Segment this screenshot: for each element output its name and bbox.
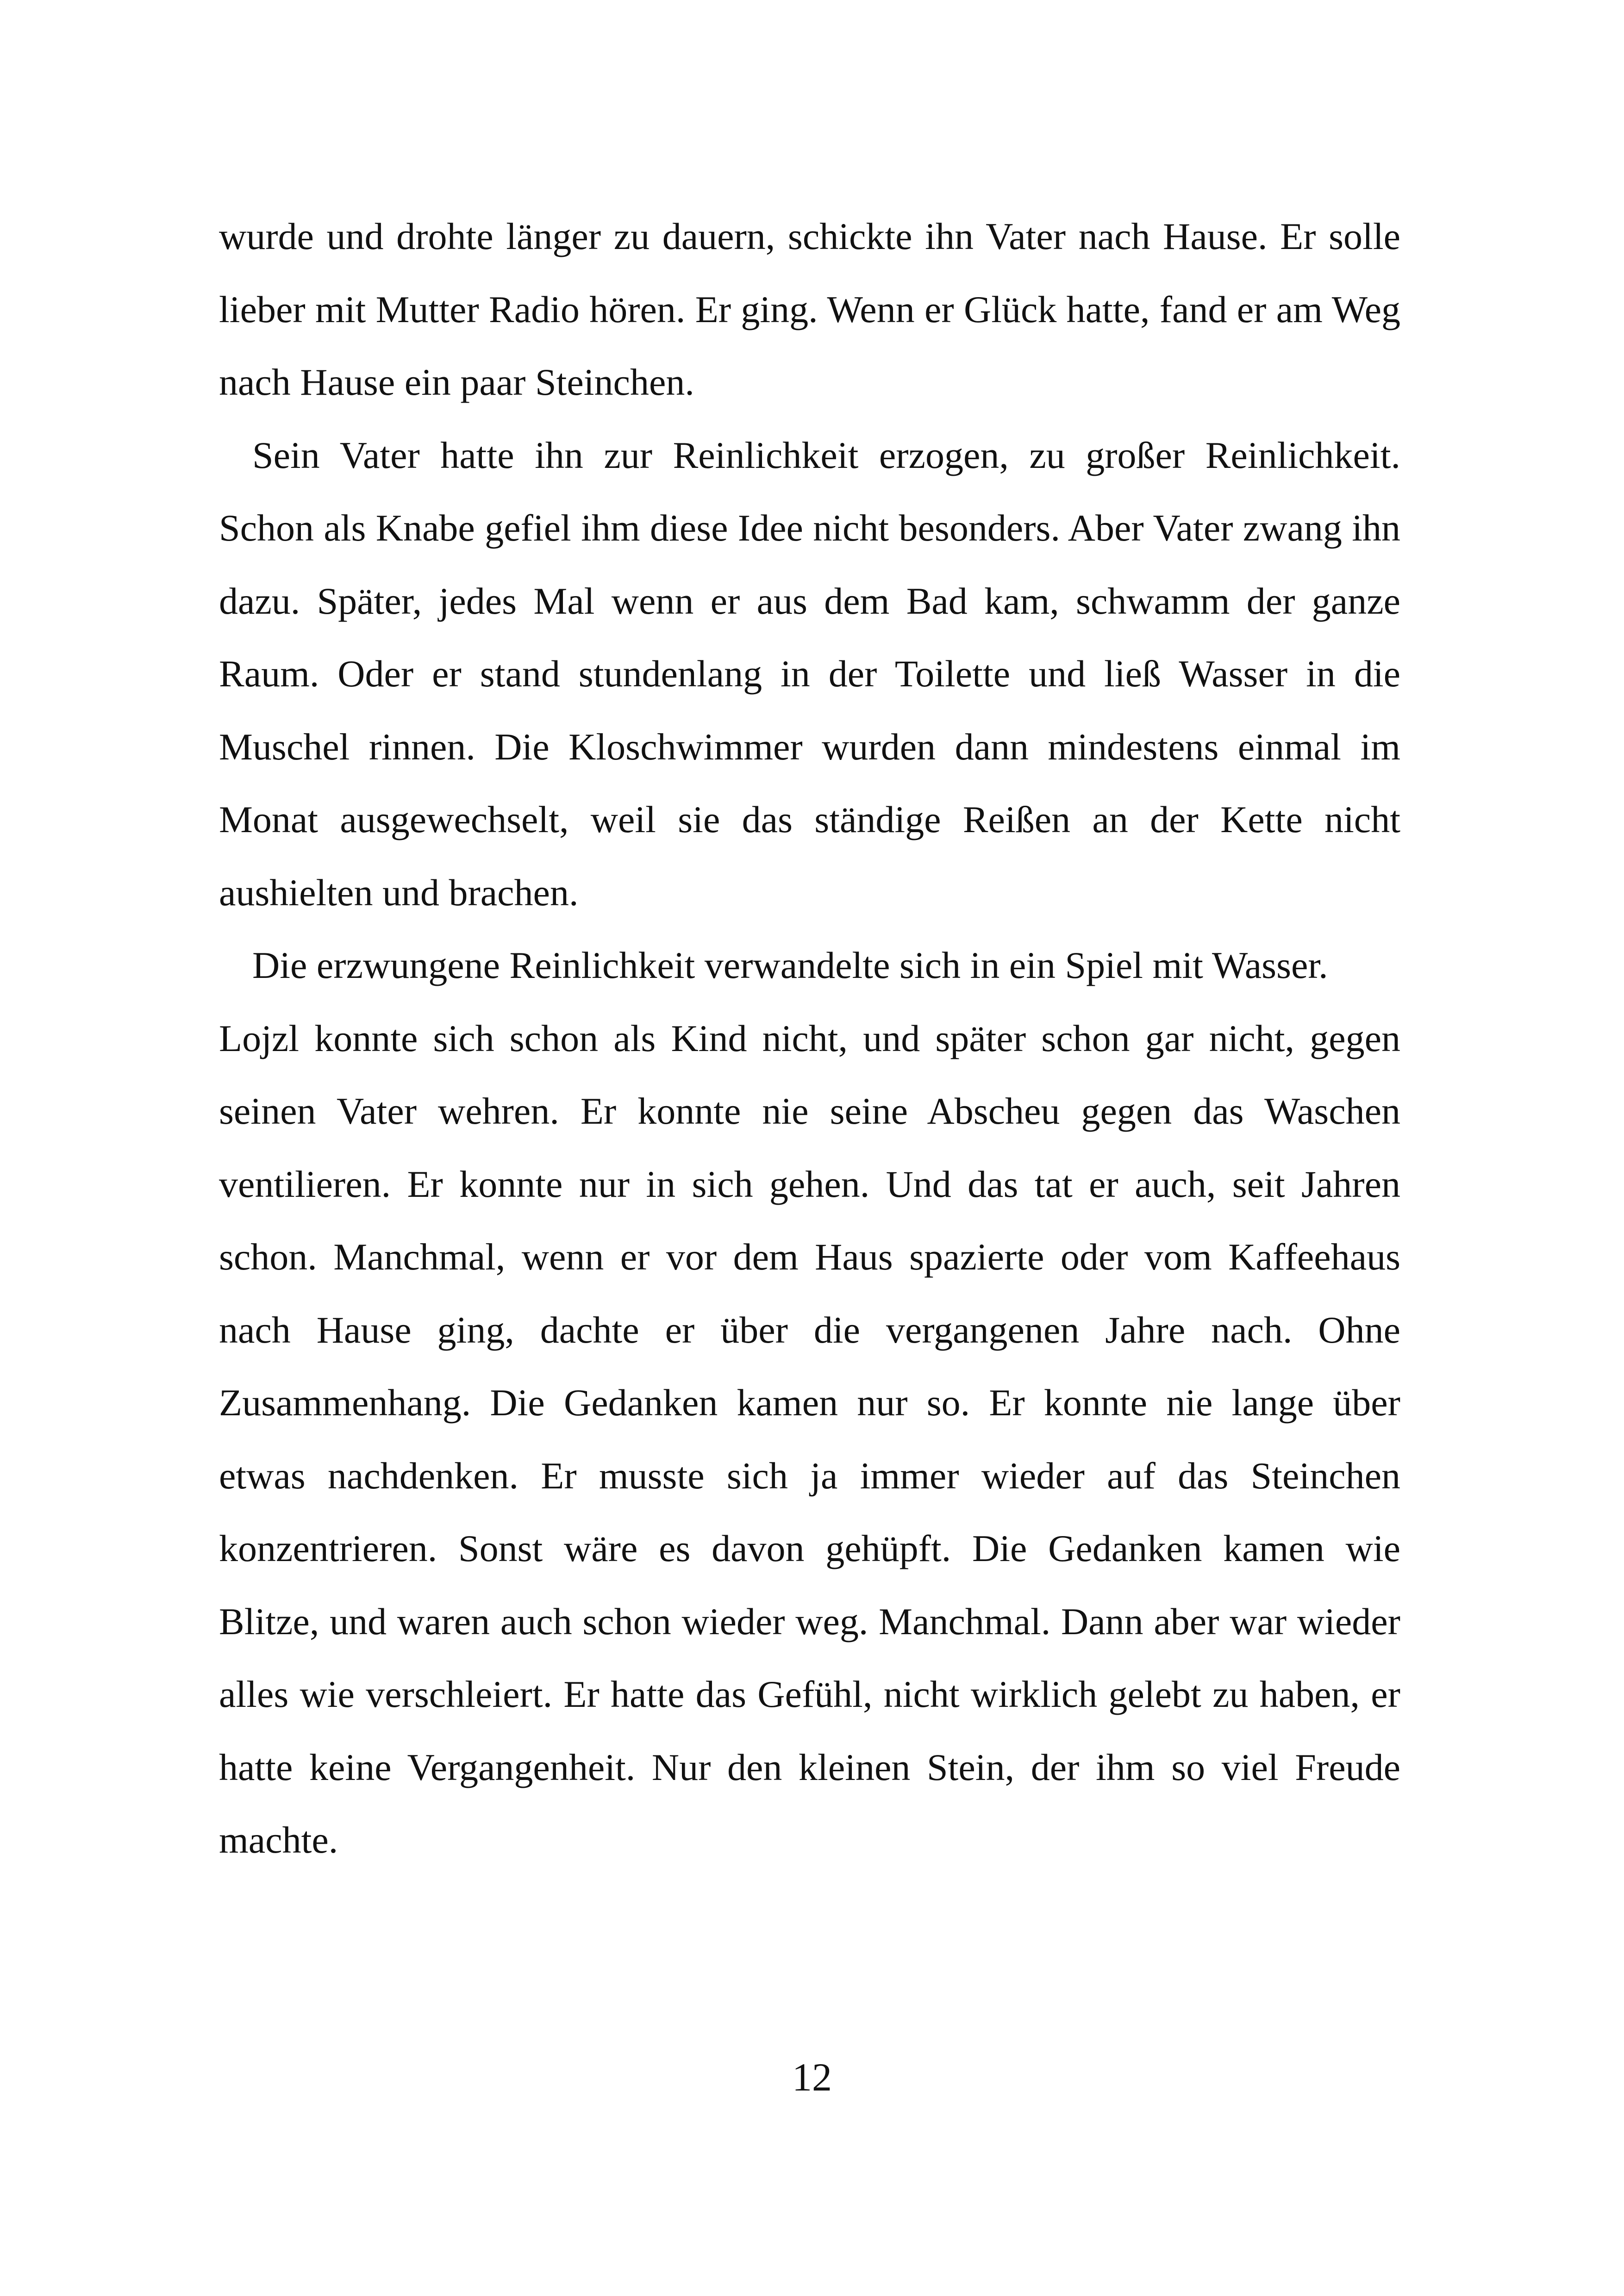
- paragraph-1: wurde und drohte länger zu dauern, schickte ihn Vater nach Hause. Er solle lieber mit Mutter Radio hören. Er ging. Wenn er Glück hatte, fand er am Weg nach Hause ein paar Steinchen.: [219, 215, 1400, 403]
- page-number: 12: [792, 2055, 832, 2099]
- paragraph-3: Die erzwungene Reinlichkeit verwandelte sich in ein Spiel mit Wasser.: [252, 944, 1328, 986]
- paragraph-4: Lojzl konnte sich schon als Kind nicht, und später schon gar nicht, gegen seinen Vater wehren. Er konnte nie seine Abscheu gegen das Waschen ventilieren. Er konnte nur in sich gehen. Und das tat er auch, seit Jahren schon. Manchmal, wenn er vor dem Haus spazierte oder vom Kaffeehaus nach Hause ging, dachte er über die vergangenen Jahre nach. Ohne Zusammenhang. Die Gedanken kamen nur so. Er konnte nie lange über etwas nachdenken. Er musste sich ja immer wieder auf das Steinchen konzentrieren. Sonst wäre es davon gehüpft. Die Gedanken kamen wie Blitze, und waren auch schon wieder weg. Manchmal. Dann aber war wieder alles wie verschleiert. Er hatte das Gefühl, nicht wirklich gelebt zu haben, er hatte keine Vergangenheit. Nur den kleinen Stein, der ihm so viel Freude machte.: [219, 1017, 1400, 1861]
- paragraph-2: Sein Vater hatte ihn zur Reinlichkeit erzogen, zu großer Reinlichkeit. Schon als Knabe gefiel ihm diese Idee nicht besonders. Aber Vater zwang ihn dazu. Später, jedes Mal wenn er aus dem Bad kam, schwamm der ganze Raum. Oder er stand stundenlang in der Toilette und ließ Wasser in die Muschel rinnen. Die Kloschwimmer wurden dann mindestens einmal im Monat ausgewechselt, weil sie das ständige Reißen an der Kette nicht aushielten und brachen.: [219, 434, 1400, 914]
- page-body: [219, 200, 1400, 1877]
